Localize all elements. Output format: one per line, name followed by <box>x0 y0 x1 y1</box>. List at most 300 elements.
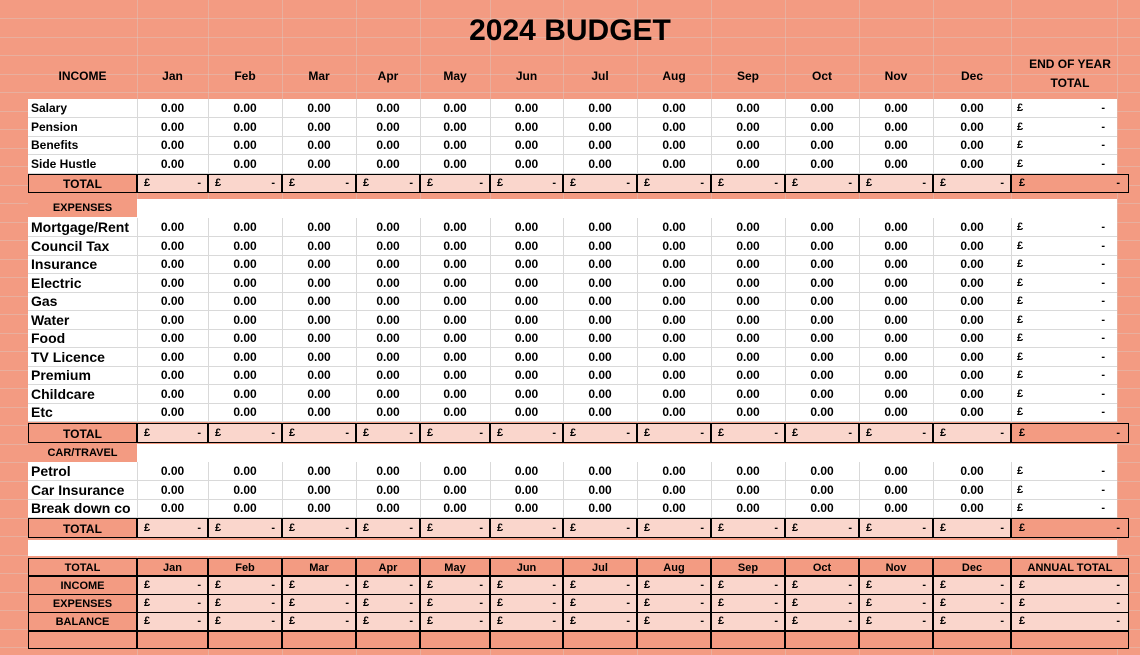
value-cell[interactable]: 0.00 <box>588 387 612 401</box>
summary-value-cell[interactable] <box>933 612 1011 631</box>
value-cell[interactable]: 0.00 <box>160 239 185 253</box>
value-cell[interactable]: 0.00 <box>960 501 984 515</box>
value-cell[interactable]: 0.00 <box>662 239 686 253</box>
eoy-value[interactable]: - <box>1101 484 1105 496</box>
value-cell[interactable]: 0.00 <box>884 464 908 478</box>
value-cell[interactable]: 0.00 <box>233 331 257 345</box>
value-cell[interactable]: 0.00 <box>160 405 185 419</box>
car-total-month-total[interactable] <box>137 518 208 538</box>
value-cell[interactable]: 0.00 <box>376 350 400 364</box>
eoy-value[interactable]: - <box>1101 388 1105 400</box>
summary-value-cell[interactable] <box>563 576 637 595</box>
value-cell[interactable]: 0.00 <box>810 405 834 419</box>
value-cell[interactable]: 0.00 <box>810 331 834 345</box>
summary-value-cell[interactable] <box>356 576 420 595</box>
eoy-value[interactable]: - <box>1101 369 1105 381</box>
value-cell[interactable]: 0.00 <box>810 368 834 382</box>
value-cell[interactable]: 0.00 <box>736 257 760 271</box>
eoy-value[interactable]: - <box>1101 158 1105 170</box>
expenses-total-month-total[interactable] <box>637 423 711 443</box>
summary-value-cell[interactable] <box>637 576 711 595</box>
value-cell[interactable]: 0.00 <box>662 368 686 382</box>
value-cell[interactable]: 0.00 <box>884 257 908 271</box>
expenses-total-month-total[interactable] <box>208 423 282 443</box>
income-total-month-total[interactable] <box>356 174 420 193</box>
value-cell[interactable]: 0.00 <box>810 220 834 234</box>
value-cell[interactable]: 0.00 <box>884 405 908 419</box>
value-cell[interactable]: 0.00 <box>307 120 331 134</box>
value-cell[interactable]: 0.00 <box>588 294 612 308</box>
summary-empty-cell[interactable] <box>208 631 282 649</box>
value-cell[interactable]: 0.00 <box>884 138 908 152</box>
income-total-month-total[interactable] <box>859 174 933 193</box>
value-cell[interactable]: 0.00 <box>514 331 539 345</box>
eoy-value[interactable]: - <box>1101 277 1105 289</box>
value-cell[interactable]: 0.00 <box>736 483 760 497</box>
car-total-month-total[interactable] <box>282 518 356 538</box>
value-cell[interactable]: 0.00 <box>884 220 908 234</box>
summary-value-cell[interactable] <box>490 594 563 613</box>
car-total-annual-total[interactable] <box>1011 518 1129 538</box>
value-cell[interactable]: 0.00 <box>736 138 760 152</box>
summary-value-cell[interactable] <box>137 612 208 631</box>
income-total-month-total[interactable] <box>137 174 208 193</box>
value-cell[interactable]: 0.00 <box>376 257 400 271</box>
value-cell[interactable]: 0.00 <box>662 387 686 401</box>
value-cell[interactable]: 0.00 <box>376 464 400 478</box>
eoy-value[interactable]: - <box>1101 221 1105 233</box>
value-cell[interactable]: 0.00 <box>514 157 539 171</box>
value-cell[interactable]: 0.00 <box>662 313 686 327</box>
value-cell[interactable]: 0.00 <box>884 501 908 515</box>
summary-value-cell[interactable] <box>490 576 563 595</box>
value-cell[interactable]: 0.00 <box>884 157 908 171</box>
value-cell[interactable]: 0.00 <box>884 294 908 308</box>
expenses-total-month-total[interactable] <box>785 423 859 443</box>
value-cell[interactable]: 0.00 <box>662 220 686 234</box>
value-cell[interactable]: 0.00 <box>960 294 984 308</box>
value-cell[interactable]: 0.00 <box>960 257 984 271</box>
value-cell[interactable]: 0.00 <box>588 120 612 134</box>
value-cell[interactable]: 0.00 <box>662 257 686 271</box>
income-total-month-total[interactable] <box>933 174 1011 193</box>
value-cell[interactable]: 0.00 <box>960 157 984 171</box>
eoy-value[interactable]: - <box>1101 332 1105 344</box>
summary-value-cell[interactable] <box>282 576 356 595</box>
value-cell[interactable]: 0.00 <box>736 368 760 382</box>
value-cell[interactable]: 0.00 <box>810 101 834 115</box>
value-cell[interactable]: 0.00 <box>810 257 834 271</box>
value-cell[interactable]: 0.00 <box>443 331 467 345</box>
value-cell[interactable]: 0.00 <box>307 350 331 364</box>
value-cell[interactable]: 0.00 <box>233 483 257 497</box>
value-cell[interactable]: 0.00 <box>588 220 612 234</box>
income-total-month-total[interactable] <box>711 174 785 193</box>
value-cell[interactable]: 0.00 <box>810 313 834 327</box>
value-cell[interactable]: 0.00 <box>376 239 400 253</box>
value-cell[interactable]: 0.00 <box>307 294 331 308</box>
value-cell[interactable]: 0.00 <box>514 257 539 271</box>
eoy-value[interactable]: - <box>1101 240 1105 252</box>
value-cell[interactable]: 0.00 <box>960 368 984 382</box>
summary-value-cell[interactable] <box>785 594 859 613</box>
value-cell[interactable]: 0.00 <box>514 368 539 382</box>
value-cell[interactable]: 0.00 <box>307 313 331 327</box>
value-cell[interactable]: 0.00 <box>160 276 185 290</box>
value-cell[interactable]: 0.00 <box>443 368 467 382</box>
summary-value-cell[interactable] <box>859 612 933 631</box>
value-cell[interactable]: 0.00 <box>443 220 467 234</box>
expenses-total-month-total[interactable] <box>137 423 208 443</box>
value-cell[interactable]: 0.00 <box>233 350 257 364</box>
eoy-value[interactable]: - <box>1101 139 1105 151</box>
expenses-total-month-total[interactable] <box>933 423 1011 443</box>
summary-value-cell[interactable] <box>420 612 490 631</box>
expenses-total-annual-total[interactable] <box>1011 423 1129 443</box>
value-cell[interactable]: 0.00 <box>736 350 760 364</box>
value-cell[interactable]: 0.00 <box>662 405 686 419</box>
car-total-month-total[interactable] <box>490 518 563 538</box>
car-total-month-total[interactable] <box>711 518 785 538</box>
value-cell[interactable]: 0.00 <box>960 483 984 497</box>
value-cell[interactable]: 0.00 <box>960 120 984 134</box>
expenses-total-month-total[interactable] <box>356 423 420 443</box>
value-cell[interactable]: 0.00 <box>307 368 331 382</box>
value-cell[interactable]: 0.00 <box>160 120 185 134</box>
value-cell[interactable]: 0.00 <box>307 220 331 234</box>
value-cell[interactable]: 0.00 <box>514 294 539 308</box>
value-cell[interactable]: 0.00 <box>736 294 760 308</box>
car-total-month-total[interactable] <box>420 518 490 538</box>
value-cell[interactable]: 0.00 <box>160 350 185 364</box>
value-cell[interactable]: 0.00 <box>160 157 185 171</box>
income-total-month-total[interactable] <box>637 174 711 193</box>
summary-value-cell[interactable] <box>711 612 785 631</box>
value-cell[interactable]: 0.00 <box>443 257 467 271</box>
income-total-month-total[interactable] <box>420 174 490 193</box>
value-cell[interactable]: 0.00 <box>662 138 686 152</box>
income-total-month-total[interactable] <box>563 174 637 193</box>
expenses-total-month-total[interactable] <box>282 423 356 443</box>
value-cell[interactable]: 0.00 <box>810 239 834 253</box>
summary-empty-cell[interactable] <box>490 631 563 649</box>
value-cell[interactable]: 0.00 <box>810 276 834 290</box>
value-cell[interactable]: 0.00 <box>376 157 400 171</box>
value-cell[interactable]: 0.00 <box>376 313 400 327</box>
value-cell[interactable]: 0.00 <box>588 101 612 115</box>
value-cell[interactable]: 0.00 <box>307 101 331 115</box>
value-cell[interactable]: 0.00 <box>160 220 185 234</box>
value-cell[interactable]: 0.00 <box>736 405 760 419</box>
summary-value-cell[interactable] <box>282 612 356 631</box>
car-total-month-total[interactable] <box>859 518 933 538</box>
value-cell[interactable]: 0.00 <box>307 157 331 171</box>
summary-value-cell[interactable] <box>637 612 711 631</box>
value-cell[interactable]: 0.00 <box>588 239 612 253</box>
summary-value-cell[interactable] <box>356 594 420 613</box>
value-cell[interactable]: 0.00 <box>160 464 185 478</box>
value-cell[interactable]: 0.00 <box>307 387 331 401</box>
value-cell[interactable]: 0.00 <box>810 387 834 401</box>
eoy-value[interactable]: - <box>1101 465 1105 477</box>
value-cell[interactable]: 0.00 <box>307 239 331 253</box>
value-cell[interactable]: 0.00 <box>514 313 539 327</box>
summary-value-cell[interactable] <box>208 594 282 613</box>
value-cell[interactable]: 0.00 <box>160 313 185 327</box>
value-cell[interactable]: 0.00 <box>810 120 834 134</box>
value-cell[interactable]: 0.00 <box>960 138 984 152</box>
summary-value-cell[interactable] <box>356 612 420 631</box>
summary-annual-cell[interactable] <box>1011 612 1129 631</box>
summary-empty-cell[interactable] <box>137 631 208 649</box>
value-cell[interactable]: 0.00 <box>884 276 908 290</box>
value-cell[interactable]: 0.00 <box>233 138 257 152</box>
value-cell[interactable]: 0.00 <box>810 464 834 478</box>
value-cell[interactable]: 0.00 <box>662 483 686 497</box>
summary-annual-cell[interactable] <box>1011 594 1129 613</box>
income-total-month-total[interactable] <box>785 174 859 193</box>
summary-value-cell[interactable] <box>282 594 356 613</box>
value-cell[interactable]: 0.00 <box>960 101 984 115</box>
value-cell[interactable]: 0.00 <box>588 483 612 497</box>
summary-value-cell[interactable] <box>490 612 563 631</box>
eoy-value[interactable]: - <box>1101 121 1105 133</box>
summary-value-cell[interactable] <box>420 594 490 613</box>
eoy-value[interactable]: - <box>1101 406 1105 418</box>
summary-value-cell[interactable] <box>137 594 208 613</box>
value-cell[interactable]: 0.00 <box>662 276 686 290</box>
value-cell[interactable]: 0.00 <box>810 501 834 515</box>
income-total-annual-total[interactable] <box>1011 174 1129 193</box>
value-cell[interactable]: 0.00 <box>736 387 760 401</box>
value-cell[interactable]: 0.00 <box>376 220 400 234</box>
car-total-month-total[interactable] <box>637 518 711 538</box>
value-cell[interactable]: 0.00 <box>960 350 984 364</box>
value-cell[interactable]: 0.00 <box>376 101 400 115</box>
value-cell[interactable]: 0.00 <box>443 387 467 401</box>
value-cell[interactable]: 0.00 <box>443 350 467 364</box>
value-cell[interactable]: 0.00 <box>307 138 331 152</box>
value-cell[interactable]: 0.00 <box>736 157 760 171</box>
expenses-total-month-total[interactable] <box>711 423 785 443</box>
value-cell[interactable]: 0.00 <box>233 294 257 308</box>
value-cell[interactable]: 0.00 <box>376 387 400 401</box>
value-cell[interactable]: 0.00 <box>307 483 331 497</box>
eoy-value[interactable]: - <box>1101 314 1105 326</box>
value-cell[interactable]: 0.00 <box>662 331 686 345</box>
value-cell[interactable]: 0.00 <box>233 257 257 271</box>
value-cell[interactable]: 0.00 <box>514 138 539 152</box>
value-cell[interactable]: 0.00 <box>443 239 467 253</box>
value-cell[interactable]: 0.00 <box>514 501 539 515</box>
value-cell[interactable]: 0.00 <box>160 368 185 382</box>
value-cell[interactable]: 0.00 <box>588 157 612 171</box>
value-cell[interactable]: 0.00 <box>233 405 257 419</box>
value-cell[interactable]: 0.00 <box>514 101 539 115</box>
income-total-month-total[interactable] <box>282 174 356 193</box>
value-cell[interactable]: 0.00 <box>443 138 467 152</box>
summary-value-cell[interactable] <box>563 594 637 613</box>
value-cell[interactable]: 0.00 <box>960 464 984 478</box>
value-cell[interactable]: 0.00 <box>160 138 185 152</box>
value-cell[interactable]: 0.00 <box>884 101 908 115</box>
summary-empty-cell[interactable] <box>1011 631 1129 649</box>
value-cell[interactable]: 0.00 <box>233 157 257 171</box>
value-cell[interactable]: 0.00 <box>443 405 467 419</box>
value-cell[interactable]: 0.00 <box>588 331 612 345</box>
value-cell[interactable]: 0.00 <box>233 239 257 253</box>
summary-empty-cell[interactable] <box>563 631 637 649</box>
value-cell[interactable]: 0.00 <box>884 350 908 364</box>
value-cell[interactable]: 0.00 <box>588 313 612 327</box>
value-cell[interactable]: 0.00 <box>884 368 908 382</box>
eoy-value[interactable]: - <box>1101 295 1105 307</box>
value-cell[interactable]: 0.00 <box>736 120 760 134</box>
value-cell[interactable]: 0.00 <box>160 294 185 308</box>
value-cell[interactable]: 0.00 <box>884 331 908 345</box>
value-cell[interactable]: 0.00 <box>376 368 400 382</box>
value-cell[interactable]: 0.00 <box>736 501 760 515</box>
value-cell[interactable]: 0.00 <box>884 120 908 134</box>
value-cell[interactable]: 0.00 <box>884 483 908 497</box>
value-cell[interactable]: 0.00 <box>376 331 400 345</box>
summary-empty-cell[interactable] <box>711 631 785 649</box>
value-cell[interactable]: 0.00 <box>662 294 686 308</box>
value-cell[interactable]: 0.00 <box>160 331 185 345</box>
value-cell[interactable]: 0.00 <box>588 405 612 419</box>
value-cell[interactable]: 0.00 <box>662 157 686 171</box>
expenses-total-month-total[interactable] <box>563 423 637 443</box>
summary-empty-cell[interactable] <box>282 631 356 649</box>
summary-empty-cell[interactable] <box>637 631 711 649</box>
value-cell[interactable]: 0.00 <box>443 101 467 115</box>
car-total-month-total[interactable] <box>208 518 282 538</box>
value-cell[interactable]: 0.00 <box>960 313 984 327</box>
value-cell[interactable]: 0.00 <box>960 276 984 290</box>
value-cell[interactable]: 0.00 <box>514 120 539 134</box>
value-cell[interactable]: 0.00 <box>376 120 400 134</box>
value-cell[interactable]: 0.00 <box>960 387 984 401</box>
summary-empty-cell[interactable] <box>785 631 859 649</box>
summary-value-cell[interactable] <box>933 576 1011 595</box>
value-cell[interactable]: 0.00 <box>233 313 257 327</box>
value-cell[interactable]: 0.00 <box>736 464 760 478</box>
value-cell[interactable]: 0.00 <box>588 350 612 364</box>
summary-value-cell[interactable] <box>785 576 859 595</box>
expenses-total-month-total[interactable] <box>859 423 933 443</box>
value-cell[interactable]: 0.00 <box>514 239 539 253</box>
value-cell[interactable]: 0.00 <box>160 257 185 271</box>
value-cell[interactable]: 0.00 <box>810 294 834 308</box>
summary-value-cell[interactable] <box>563 612 637 631</box>
income-total-month-total[interactable] <box>208 174 282 193</box>
value-cell[interactable]: 0.00 <box>514 276 539 290</box>
value-cell[interactable]: 0.00 <box>376 483 400 497</box>
value-cell[interactable]: 0.00 <box>443 464 467 478</box>
value-cell[interactable]: 0.00 <box>810 350 834 364</box>
summary-empty-cell[interactable] <box>420 631 490 649</box>
value-cell[interactable]: 0.00 <box>960 331 984 345</box>
summary-value-cell[interactable] <box>711 594 785 613</box>
value-cell[interactable]: 0.00 <box>810 138 834 152</box>
car-total-month-total[interactable] <box>933 518 1011 538</box>
value-cell[interactable]: 0.00 <box>443 276 467 290</box>
value-cell[interactable]: 0.00 <box>588 257 612 271</box>
value-cell[interactable]: 0.00 <box>376 276 400 290</box>
car-total-month-total[interactable] <box>785 518 859 538</box>
value-cell[interactable]: 0.00 <box>307 501 331 515</box>
summary-value-cell[interactable] <box>637 594 711 613</box>
value-cell[interactable]: 0.00 <box>307 257 331 271</box>
value-cell[interactable]: 0.00 <box>233 120 257 134</box>
value-cell[interactable]: 0.00 <box>662 501 686 515</box>
summary-value-cell[interactable] <box>137 576 208 595</box>
eoy-value[interactable]: - <box>1101 102 1105 114</box>
value-cell[interactable]: 0.00 <box>588 276 612 290</box>
summary-empty-cell[interactable] <box>933 631 1011 649</box>
summary-value-cell[interactable] <box>933 594 1011 613</box>
value-cell[interactable]: 0.00 <box>307 331 331 345</box>
summary-value-cell[interactable] <box>859 594 933 613</box>
value-cell[interactable]: 0.00 <box>662 120 686 134</box>
value-cell[interactable]: 0.00 <box>514 483 539 497</box>
value-cell[interactable]: 0.00 <box>662 464 686 478</box>
car-total-month-total[interactable] <box>356 518 420 538</box>
value-cell[interactable]: 0.00 <box>160 501 185 515</box>
summary-value-cell[interactable] <box>208 612 282 631</box>
value-cell[interactable]: 0.00 <box>736 101 760 115</box>
income-total-month-total[interactable] <box>490 174 563 193</box>
summary-value-cell[interactable] <box>711 576 785 595</box>
value-cell[interactable]: 0.00 <box>233 276 257 290</box>
expenses-total-month-total[interactable] <box>420 423 490 443</box>
value-cell[interactable]: 0.00 <box>443 313 467 327</box>
summary-value-cell[interactable] <box>785 612 859 631</box>
value-cell[interactable]: 0.00 <box>307 405 331 419</box>
value-cell[interactable]: 0.00 <box>736 220 760 234</box>
value-cell[interactable]: 0.00 <box>736 313 760 327</box>
value-cell[interactable]: 0.00 <box>233 387 257 401</box>
value-cell[interactable]: 0.00 <box>376 138 400 152</box>
value-cell[interactable]: 0.00 <box>233 101 257 115</box>
value-cell[interactable]: 0.00 <box>884 239 908 253</box>
summary-annual-cell[interactable] <box>1011 576 1129 595</box>
value-cell[interactable]: 0.00 <box>736 331 760 345</box>
value-cell[interactable]: 0.00 <box>160 101 185 115</box>
summary-empty-cell[interactable] <box>859 631 933 649</box>
value-cell[interactable]: 0.00 <box>588 464 612 478</box>
value-cell[interactable]: 0.00 <box>514 387 539 401</box>
value-cell[interactable]: 0.00 <box>662 350 686 364</box>
value-cell[interactable]: 0.00 <box>960 405 984 419</box>
value-cell[interactable]: 0.00 <box>884 313 908 327</box>
value-cell[interactable]: 0.00 <box>662 101 686 115</box>
value-cell[interactable]: 0.00 <box>884 387 908 401</box>
value-cell[interactable]: 0.00 <box>443 120 467 134</box>
value-cell[interactable]: 0.00 <box>160 483 185 497</box>
summary-value-cell[interactable] <box>859 576 933 595</box>
eoy-value[interactable]: - <box>1101 502 1105 514</box>
value-cell[interactable]: 0.00 <box>960 220 984 234</box>
value-cell[interactable]: 0.00 <box>443 483 467 497</box>
value-cell[interactable]: 0.00 <box>307 464 331 478</box>
value-cell[interactable]: 0.00 <box>736 276 760 290</box>
value-cell[interactable]: 0.00 <box>233 220 257 234</box>
value-cell[interactable]: 0.00 <box>810 157 834 171</box>
summary-value-cell[interactable] <box>420 576 490 595</box>
value-cell[interactable]: 0.00 <box>233 368 257 382</box>
value-cell[interactable]: 0.00 <box>307 276 331 290</box>
